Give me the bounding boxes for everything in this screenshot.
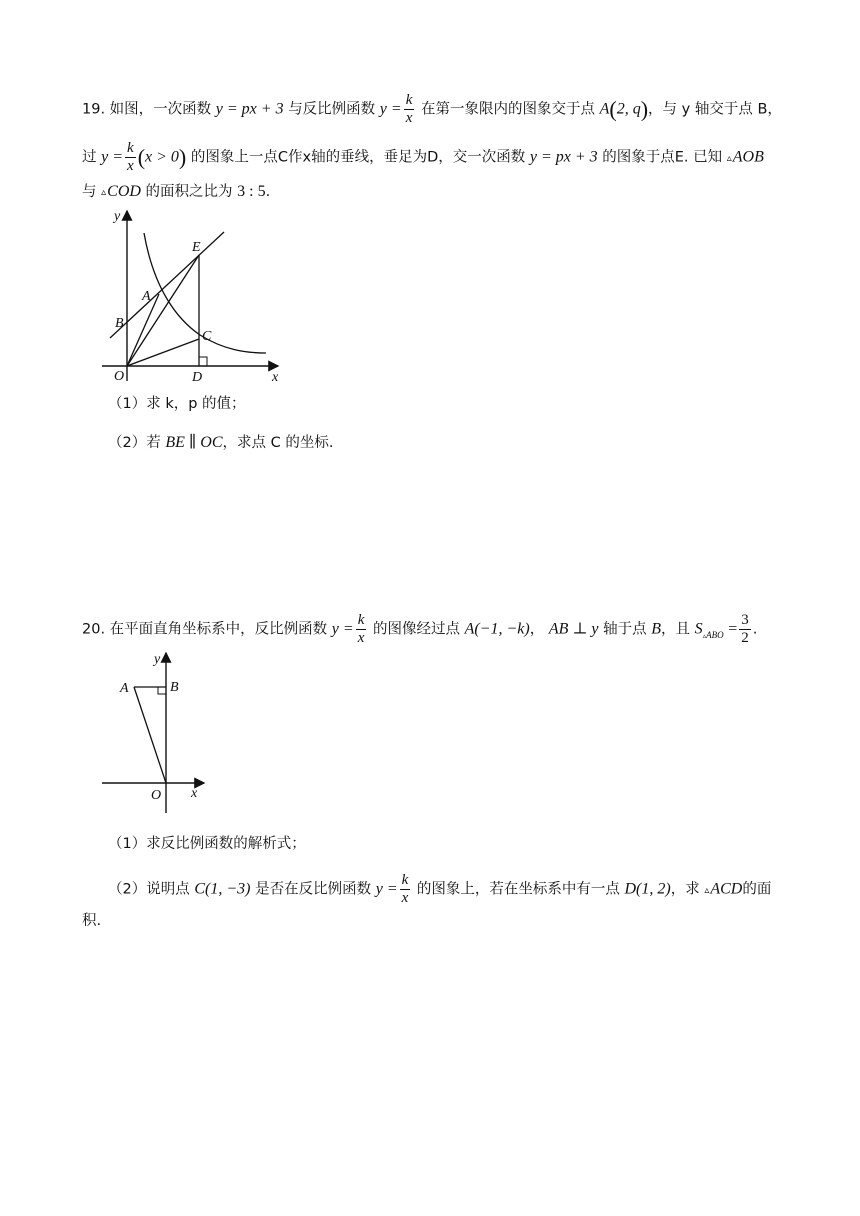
triangle-symbol: ▵ (704, 884, 710, 896)
point-A: A (599, 100, 610, 118)
q19-part1: （1）求 k，p 的值； (108, 396, 246, 412)
q20-part2-tail: 积. (82, 913, 102, 929)
label-y: y (114, 209, 121, 224)
label-E: E (192, 240, 201, 255)
fraction-k-over-x: $\frac{k}{x}$ (357, 612, 365, 646)
label-A: A (120, 681, 129, 696)
linear-function: y = px + 3 (215, 100, 284, 118)
label-B: B (115, 316, 124, 331)
triangle-symbol: ▵ (726, 152, 732, 164)
label-B: B (170, 680, 179, 695)
q20-part1: （1）求反比例函数的解析式； (108, 836, 306, 852)
q20-figure (96, 647, 226, 817)
fraction-k-over-x: $\frac{k}{x}$ (127, 140, 134, 174)
segment-AO (134, 687, 166, 783)
q20-part2: （2）说明点 C(1, −3) 是否在反比例函数 y = $\frac{k}{x}$ 的图象上，若在坐标系中有一点 D(1, 2)，求 ▵ACD的面 (108, 872, 772, 906)
q19-line3: 与 ▵COD 的面积之比为 3 : 5. (82, 183, 271, 200)
label-O: O (151, 788, 162, 803)
label-D: D (192, 370, 203, 385)
label-A: A (142, 289, 151, 304)
triangle-symbol: ▵ (101, 187, 107, 198)
fraction-k-over-x: $\frac{k}{x}$ (401, 872, 409, 906)
q19-line2: 过 y = $\frac{k}{x}$ (x > 0) 的图象上一点C作x轴的垂线，垂足为D，交一次函数 y = px + 3 的图象于点E. 已知 ▵AOB (82, 140, 764, 174)
segment-OE (127, 255, 199, 366)
label-x: x (272, 370, 279, 385)
q20-number: 20. (82, 621, 110, 638)
fraction-3-over-2: $\frac{3}{2}$ (741, 612, 749, 646)
label-x: x (191, 786, 198, 801)
fraction-k-over-x: $\frac{k}{x}$ (405, 92, 413, 126)
q19-part2: （2）若 BE ∥ OC，求点 C 的坐标. (108, 434, 334, 451)
label-y: y (154, 652, 161, 667)
q20-line1: 20. 在平面直角坐标系中，反比例函数 y = $\frac{k}{x}$ 的图像经过点 A(−1, −k)， AB ⊥ y 轴于点 B，且 $S_{▵ABO}$ = $\frac{3}{2}$ . (82, 612, 758, 646)
label-C: C (202, 329, 212, 344)
q19-number: 19. (82, 101, 110, 118)
right-angle-mark (199, 357, 207, 366)
label-O: O (114, 369, 125, 384)
right-angle-mark (158, 687, 166, 694)
q19-line1: 19. 如图，一次函数 y = px + 3 与反比例函数 y = $\frac{k}{x}$ 在第一象限内的图象交于点 A(2, q)，与 y 轴交于点 B， (82, 92, 782, 126)
q19-figure (96, 205, 296, 385)
